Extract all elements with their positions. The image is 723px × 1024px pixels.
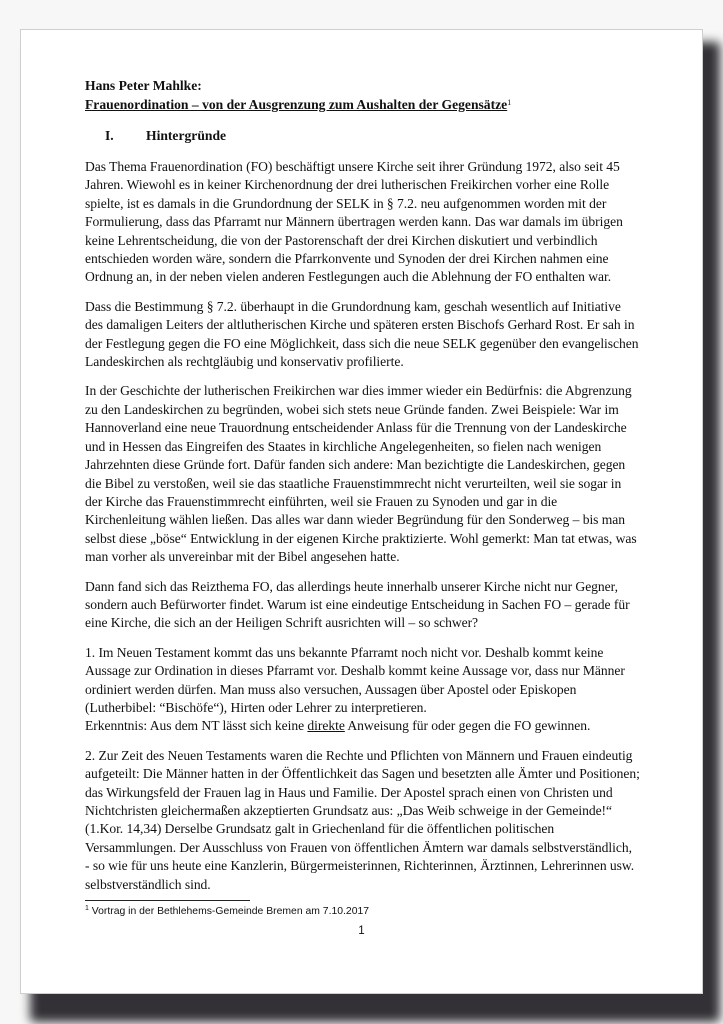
- conclusion-emphasis: direkte: [307, 718, 345, 734]
- text-line: des damaligen Leiters der altlutherischen Kirche und späteren ersten Bischofs Gerhard Rost. Er sah in: [85, 317, 635, 333]
- section-number: I.: [105, 128, 114, 143]
- text-line: selbst diese „böse“ Entwicklung in der eigenen Kirche praktizierte. Wohl gemerkt: Man tat etwas, was: [85, 530, 637, 546]
- text-line: - so wie für uns heute eine Kanzlerin, Bürgermeisterinnen, Richterinnen, Ärztinnen, Lehrerinnen usw.: [85, 858, 635, 874]
- text-line: und in Hessen das Eingreifen des Staates in kirchliche Angelegenheiten, so fielen nach wenigen: [85, 438, 602, 454]
- text-line: Kirchenleitung wählen ließen. Das alles war dann wieder Begründung für den Sonderweg – bis man: [85, 512, 626, 528]
- text-line: aufgeteilt: Die Männer hatten in der Öffentlichkeit das Sagen und besetzten alle Ämter und Positionen;: [85, 766, 640, 782]
- text-line: entschieden worden wäre, sondern die Pfarrkonvente und Synoden der drei Kirchen nahmen eine: [85, 251, 609, 267]
- page-number: 1: [358, 925, 365, 937]
- conclusion-line: [85, 717, 615, 735]
- title-footnote-ref[interactable]: 1: [507, 98, 512, 107]
- text-line: die Bibel zu verstoßen, weil sie das staatliche Frauenstimmrecht nicht verurteilten, weil sie sogar in: [85, 475, 622, 491]
- paragraph-2: [85, 298, 639, 372]
- text-line: der Kirche das Frauenstimmrecht einführten, weil sie Frauen zu Synoden und gar in die: [85, 493, 558, 509]
- text-line: eine Kirche, die sich an der Heiligen Schrift ausrichten will – so schwer?: [85, 615, 479, 631]
- text-line: zu den Landeskirchen zu begründen, wobei sich stets neue Gründe fanden. Zwei Beispiele: War im: [85, 401, 619, 417]
- text-line: Dann fand sich das Reizthema FO, das allerdings heute innerhalb unserer Kirche nicht nur Gegner,: [85, 578, 618, 594]
- conclusion-text: Anweisung für oder gegen die FO gewinnen.: [344, 718, 591, 734]
- paragraph-3: [85, 382, 637, 566]
- text-line: 1. Im Neuen Testament kommt das uns bekannte Pfarramt noch nicht vor. Deshalb kommt keine: [85, 644, 604, 660]
- text-line: das Wirkungsfeld der Frauen lag in Haus und Familie. Der Apostel sprach einen von Christen und: [85, 784, 613, 800]
- text-line: Dass die Bestimmung § 7.2. überhaupt in die Grundordnung kam, geschah wesentlich auf Initiative: [85, 298, 621, 314]
- text-line: Das Thema Frauenordination (FO) beschäftigt unsere Kirche seit ihrer Gründung 1972, also seit 45: [85, 159, 620, 174]
- text-line: ordiniert werden dürfen. Man muss also versuchen, Aussagen über Apostel oder Episkopen: [85, 681, 577, 697]
- paragraph-point-2: [85, 747, 640, 894]
- text-line: der Festlegung gegen die FO eine Möglichkeit, dass sich die neue SELK gegenüber den evangelischen: [85, 335, 639, 351]
- text-line: Landeskirchen als rechtgläubig und konservativ profilierte.: [85, 354, 404, 370]
- text-line: selbstverständlich sind.: [85, 876, 211, 892]
- text-line: Aussage zur Ordination in dieses Pfarramt vor. Deshalb kommt keine Aussage vor, dass nur Männer: [85, 663, 625, 679]
- paragraph-point-1: [85, 644, 625, 736]
- text-line: man vorher als unvereinbar mit der Bibel angesehen hatte.: [85, 549, 400, 565]
- footnote-text: Vortrag in der Bethlehems-Gemeinde Bremen am 7.10.2017: [91, 906, 370, 917]
- text-line: (1.Kor. 14,34) Derselbe Grundsatz galt in Griechenland für die öffentlichen politischen: [85, 821, 555, 837]
- text-line: spielte, ist es damals in die Grundordnung der SELK in § 7.2. neu aufgenommen worden mit der: [85, 195, 607, 211]
- text-line: Ordnung an, in der neben vielen anderen Festlegungen auch die Ablehnung der FO enthalten war.: [85, 269, 612, 285]
- text-line: In der Geschichte der lutherischen Freikirchen war dies immer wieder ein Bedürfnis: die Abgrenzung: [85, 383, 632, 399]
- footnote: [85, 906, 369, 917]
- author-line: Hans Peter Mahlke:: [85, 78, 202, 93]
- section-heading: [85, 126, 615, 145]
- text-line: Formulierung, dass das Pfarramt nur Männern übertragen werden kann. Das war damals im übrigen: [85, 214, 623, 230]
- text-line: Hannoverland eine neue Trauordnung entscheidender Anlass für die Trennung von der Landeskirche: [85, 420, 627, 436]
- paragraph-4: [85, 578, 630, 633]
- section-title: Hintergründe: [146, 128, 227, 143]
- text-line: Jahren. Wiewohl es in keiner Kirchenordnung der drei lutherischen Freikirchen vorher eine Rolle: [85, 177, 610, 193]
- conclusion-text: Erkenntnis: Aus dem NT lässt sich keine: [85, 718, 308, 734]
- paragraph-1: [85, 158, 623, 287]
- document-title: [85, 95, 615, 114]
- text-line: keine Lehrentscheidung, die von der Pastorenschaft der drei Kirchen diskutiert und verbindlich: [85, 232, 598, 248]
- title-text: Frauenordination – von der Ausgrenzung zum Aushalten der Gegensätze: [85, 97, 508, 112]
- text-line: (Lutherbibel: “Bischöfe“), Hirten oder Lehrer zu interpretieren.: [85, 699, 427, 715]
- text-line: Jahrzehnten diese Gründe fort. Dafür fanden sich andere: Man bezichtigte die Landeskirchen, gegen: [85, 457, 626, 473]
- footnote-separator: [85, 900, 250, 901]
- text-line: Versammlungen. Der Ausschluss von Frauen von öffentlichen Ämtern war damals selbstverständlich,: [85, 839, 632, 855]
- text-line: 2. Zur Zeit des Neuen Testaments waren die Rechte und Pflichten von Männern und Frauen eindeutig: [85, 747, 633, 763]
- text-line: Nichtchristen gleichermaßen akzeptierten Grundsatz aus: „Das Weib schweige in der Gemeinde!“: [85, 803, 613, 818]
- text-line: sondern auch Befürworter findet. Warum ist eine eindeutige Entscheidung in Sachen FO – gerade für: [85, 596, 630, 612]
- footnote-marker: 1: [85, 905, 89, 912]
- document-body: [85, 76, 640, 905]
